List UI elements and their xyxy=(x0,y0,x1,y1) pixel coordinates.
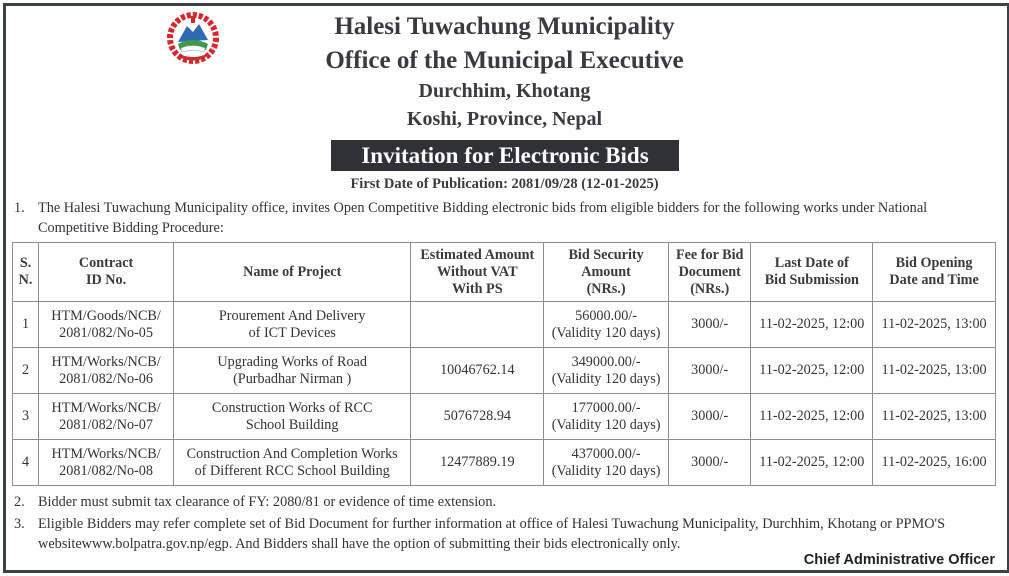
header-line: Bid Submission xyxy=(764,272,859,288)
cell-fee: 3000/- xyxy=(668,348,751,394)
header-line: Fee for Bid xyxy=(675,246,744,263)
cell-bid-security xyxy=(544,348,669,394)
table-row xyxy=(13,302,996,348)
cell-bid-security xyxy=(544,302,669,348)
header-line: Amount xyxy=(581,263,631,280)
cell-estimated-amount: 12477889.19 xyxy=(411,440,544,486)
header-line: Name of Project xyxy=(243,263,342,280)
table-header-row xyxy=(13,243,996,302)
cell-line: HTM/Goods/NCB/ xyxy=(51,307,161,324)
header-line: ID No. xyxy=(85,272,127,288)
notice-title-banner: Invitation for Electronic Bids xyxy=(331,140,679,171)
cell-line: 2081/082/No-08 xyxy=(59,462,153,479)
header-contract-id xyxy=(39,243,174,302)
cell-estimated-amount xyxy=(411,302,544,348)
signatory: Chief Administrative Officer xyxy=(803,552,995,568)
cell-opening: 11-02-2025, 13:00 xyxy=(873,348,996,394)
table-row xyxy=(13,394,996,440)
paragraph-1 xyxy=(14,198,997,238)
cell-last-date: 11-02-2025, 12:00 xyxy=(751,302,873,348)
cell-line: 56000.00/- xyxy=(575,307,638,324)
header-line: Bid Opening xyxy=(895,255,973,271)
cell-line: (Validity 120 days) xyxy=(551,416,661,433)
cell-project-name xyxy=(173,348,410,394)
cell-opening: 11-02-2025, 13:00 xyxy=(873,302,996,348)
header-line: Contract xyxy=(78,255,134,271)
cell-line: School Building xyxy=(245,416,339,433)
cell-project-name xyxy=(173,394,410,440)
header-line: N. xyxy=(18,272,33,288)
cell-last-date: 11-02-2025, 12:00 xyxy=(751,440,873,486)
cell-fee: 3000/- xyxy=(668,394,751,440)
cell-last-date: 11-02-2025, 12:00 xyxy=(751,348,873,394)
header-sn xyxy=(13,243,39,302)
header-line: (NRs.) xyxy=(690,280,730,297)
paragraph-text: The Halesi Tuwachung Municipality office, invites Open Competitive Bidding electronic bids from eligible bidders for the following works under National Competitive Bidding Procedure: xyxy=(38,200,928,236)
cell-line: of Different RCC School Building xyxy=(194,462,390,479)
table-row xyxy=(13,348,996,394)
paragraph-number: 2. xyxy=(14,494,25,510)
cell-line: HTM/Works/NCB/ xyxy=(51,399,161,416)
paragraph-number: 1. xyxy=(14,200,25,216)
cell-opening: 11-02-2025, 16:00 xyxy=(873,440,996,486)
header-line: Document xyxy=(678,263,741,280)
cell-line: 177000.00/- xyxy=(571,399,641,416)
table-row xyxy=(13,440,996,486)
header-line: With PS xyxy=(452,280,503,297)
cell-project-name xyxy=(173,302,410,348)
header-estimated-amount xyxy=(411,243,544,302)
cell-fee: 3000/- xyxy=(668,440,751,486)
cell-line: (Purbadhar Nirman ) xyxy=(233,370,352,387)
paragraph-2 xyxy=(14,492,997,512)
cell-line: (Validity 120 days) xyxy=(551,324,661,341)
header-project-name xyxy=(173,243,410,302)
cell-contract-id xyxy=(39,440,174,486)
cell-sn: 2 xyxy=(13,348,39,394)
header-line: (NRs.) xyxy=(586,280,626,297)
location-line1: Durchhim, Khotang xyxy=(418,80,591,102)
header-bid-security xyxy=(544,243,669,302)
cell-bid-security xyxy=(544,440,669,486)
cell-line: 2081/082/No-05 xyxy=(59,324,153,341)
header-last-date xyxy=(751,243,873,302)
paragraph-text: Bidder must submit tax clearance of FY: 2080/81 or evidence of time extension. xyxy=(38,494,497,510)
cell-sn: 3 xyxy=(13,394,39,440)
paragraph-number: 3. xyxy=(14,516,25,532)
cell-line: (Validity 120 days) xyxy=(551,370,661,387)
cell-line: Construction Works of RCC xyxy=(211,399,373,416)
cell-line: (Validity 120 days) xyxy=(551,462,661,479)
cell-bid-security xyxy=(544,394,669,440)
header-line: Without VAT xyxy=(437,263,518,280)
header-line: Date and Time xyxy=(889,272,979,288)
cell-opening: 11-02-2025, 13:00 xyxy=(873,394,996,440)
cell-line: HTM/Works/NCB/ xyxy=(51,445,161,462)
header-line: Estimated Amount xyxy=(420,246,535,263)
office-name: Office of the Municipal Executive xyxy=(325,47,684,74)
location-line2: Koshi, Province, Nepal xyxy=(406,108,603,130)
header-fee xyxy=(668,243,751,302)
header-line: Last Date of xyxy=(774,255,849,271)
cell-sn: 4 xyxy=(13,440,39,486)
cell-contract-id xyxy=(39,302,174,348)
cell-line: Construction And Completion Works xyxy=(186,445,398,462)
bids-table xyxy=(12,242,996,486)
cell-contract-id xyxy=(39,394,174,440)
cell-fee: 3000/- xyxy=(668,302,751,348)
cell-estimated-amount: 5076728.94 xyxy=(411,394,544,440)
cell-line: Upgrading Works of Road xyxy=(217,353,367,370)
publication-date: First Date of Publication: 2081/09/28 (12-01-2025) xyxy=(350,176,659,192)
paragraph-3 xyxy=(14,514,997,554)
paragraph-text: Eligible Bidders may refer complete set of Bid Document for further information at office of Halesi Tuwachung Municipality, Durchhim, Khotang or PPMO'S websitewww.bolpatra.gov.np/egp. And Bidders shall have the option of submitting their bids electronically only. xyxy=(38,516,946,552)
header-line: Bid Security xyxy=(568,246,644,263)
cell-line: 437000.00/- xyxy=(571,445,641,462)
cell-contract-id xyxy=(39,348,174,394)
cell-project-name xyxy=(173,440,410,486)
cell-estimated-amount: 10046762.14 xyxy=(411,348,544,394)
header-opening xyxy=(873,243,996,302)
cell-sn: 1 xyxy=(13,302,39,348)
cell-line: Prourement And Delivery xyxy=(218,307,366,324)
municipality-name: Halesi Tuwachung Municipality xyxy=(334,13,675,40)
cell-line: HTM/Works/NCB/ xyxy=(51,353,161,370)
cell-line: of ICT Devices xyxy=(248,324,336,341)
cell-line: 2081/082/No-06 xyxy=(59,370,153,387)
cell-line: 349000.00/- xyxy=(571,353,641,370)
cell-last-date: 11-02-2025, 12:00 xyxy=(751,394,873,440)
header-line: S. xyxy=(19,255,32,271)
cell-line: 2081/082/No-07 xyxy=(59,416,153,433)
